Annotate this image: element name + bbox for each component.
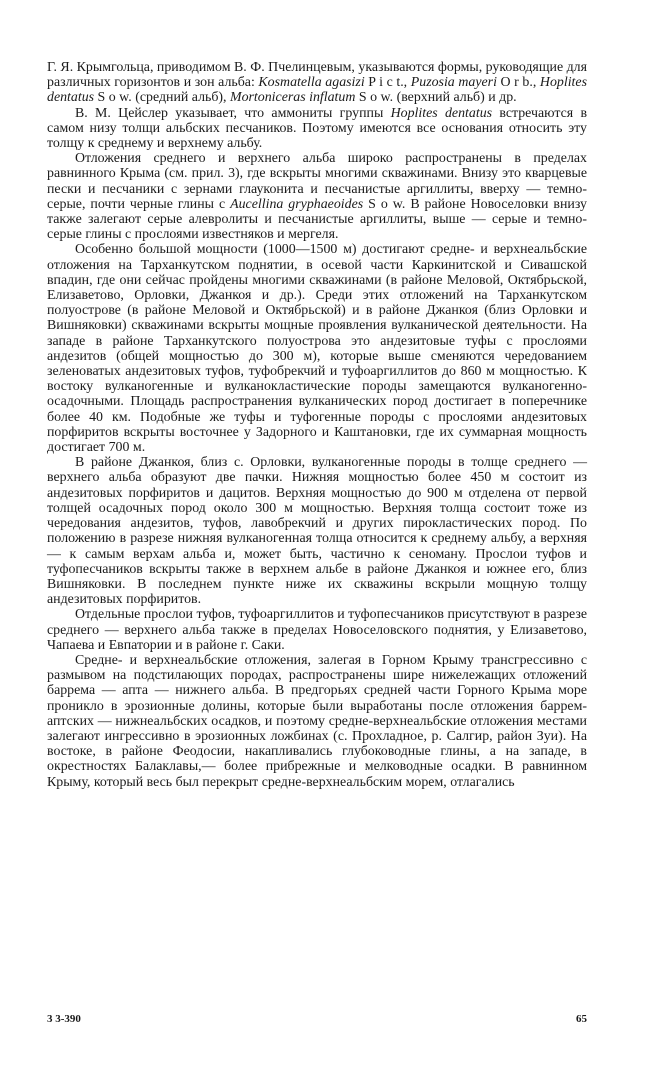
paragraph-2: В. М. Цейслер указывает, что аммониты группы Hoplites dentatus встречаются в самом низу толщи альбских песчаников. Поэтому имеются все основания относить эту толщу к среднему и верхнему альбу. xyxy=(47,105,588,152)
body-text xyxy=(47,60,587,790)
page-footer xyxy=(47,1013,587,1025)
paragraph-7: Средне- и верхнеальбские отложения, залегая в Горном Крыму трансгрессивно с размывом на подстилающих породах, распространены шире нижележащих отложений баррема — апта — нижнего альба. В предгорьях средней части Горного Крыма море проникло в эрозионные долины, которые были выработаны после отложения баррем-аптских — нижнеальбских осадков, и поэтому средне-верхнеальбские отложения местами залегают ингрессивно в эрозионных ложбинах (с. Прохладное, р. Салгир, район Зуи). На востоке, в районе Феодосии, накапливались глубоководные глины, а на западе, в окрестностях Балаклавы,— более прибрежные и мелководные осадки. В равнинном Крыму, который весь был перекрыт средне-верхнеальбским морем, отлагались xyxy=(47,652,587,790)
printer-signature: 3 3-390 xyxy=(47,1013,81,1025)
paragraph-4: Особенно большой мощности (1000—1500 м) достигают средне- и верхнеальбские отложения на Тарханкутском поднятии, в осевой части Каркинитской и Сивашской впадин, где они сейчас пройдены многими скважинами (в районе Меловой, Октябрьской, Елизаветово, Орловки, Джанкоя и др.). Среди этих отложений на Тарханкутском полуострове (в районе Меловой и Октябрьской) и в районе Джанкоя (близ Орловки и Вишняковки) скважинами вскрыты мощные проявления вулканической деятельности. На западе в районе Тарханкутского полуострова это андезитовые туфы с прослоями андезитов (общей мощностью до 300 м), которые выше сменяются чередованием зеленоватых андезитовых туфов, туфобрекчий и туфоаргиллитов до 860 м мощностью. К востоку вулканогенные и вулканокластические породы замещаются вулканогенно-осадочными. Площадь распространения вулканических пород достигает в поперечнике более 40 км. Подобные же туфы и туфогенные породы с прослоями андезитовых порфиритов вскрыты восточнее у Задорного и Каштановки, где их суммарная мощность достигает 700 м. xyxy=(47,242,587,456)
page-number: 65 xyxy=(576,1013,587,1025)
paragraph-1: Г. Я. Крымгольца, приводимом В. Ф. Пчелинцевым, указываются формы, руководящие для различных горизонтов и зон альба: Kosmatella agasizi P i c t., Puzosia mayeri O r b., Hoplites dentatus S o w. (средний альб), Mortoniceras inflatum S o w. (верхний альб) и др. xyxy=(47,60,587,106)
paragraph-6: Отдельные прослои туфов, туфоаргиллитов и туфопесчаников присутствуют в разрезе среднего — верхнего альба также в пределах Новоселовского поднятия, у Елизаветово, Чапаева и Евпатории и в районе г. Саки. xyxy=(47,607,587,653)
paragraph-3: Отложения среднего и верхнего альба широко распространены в пределах равнинного Крыма (см. прил. 3), где вскрыты многими скважинами. Внизу это кварцевые пески и песчаники с зернами глауконита и песчанистые аргиллиты, вверху — темно-серые, почти черные глины с Aucellina gryphaeoides S o w. В районе Новоселовки внизу также залегают серые алевролиты и песчанистые аргиллиты, выше — серые и темно-серые глины с прослоями известняков и мергеля. xyxy=(47,151,587,243)
paragraph-5: В районе Джанкоя, близ с. Орловки, вулканогенные породы в толще среднего — верхнего альба образуют две пачки. Нижняя мощностью более 450 м состоит из андезитовых порфиритов и дацитов. Верхняя мощностью до 900 м отделена от первой толщей осадочных пород около 300 м мощностью. Верхняя толща состоит тоже из чередования андезитов, туфов, лавобрекчий и других пирокластических пород. По положению в разрезе нижняя вулканогенная толща относится к среднему альбу, а верхняя — к самым верхам альба и, может быть, частично к сеноману. Прослои туфов и туфопесчаников вскрыты также в верхнем альбе в районе Джанкоя и южнее его, близ Вишняковки. В последнем пункте ниже их скважины вскрыли мощную толщу андезитовых порфиритов. xyxy=(47,455,587,608)
